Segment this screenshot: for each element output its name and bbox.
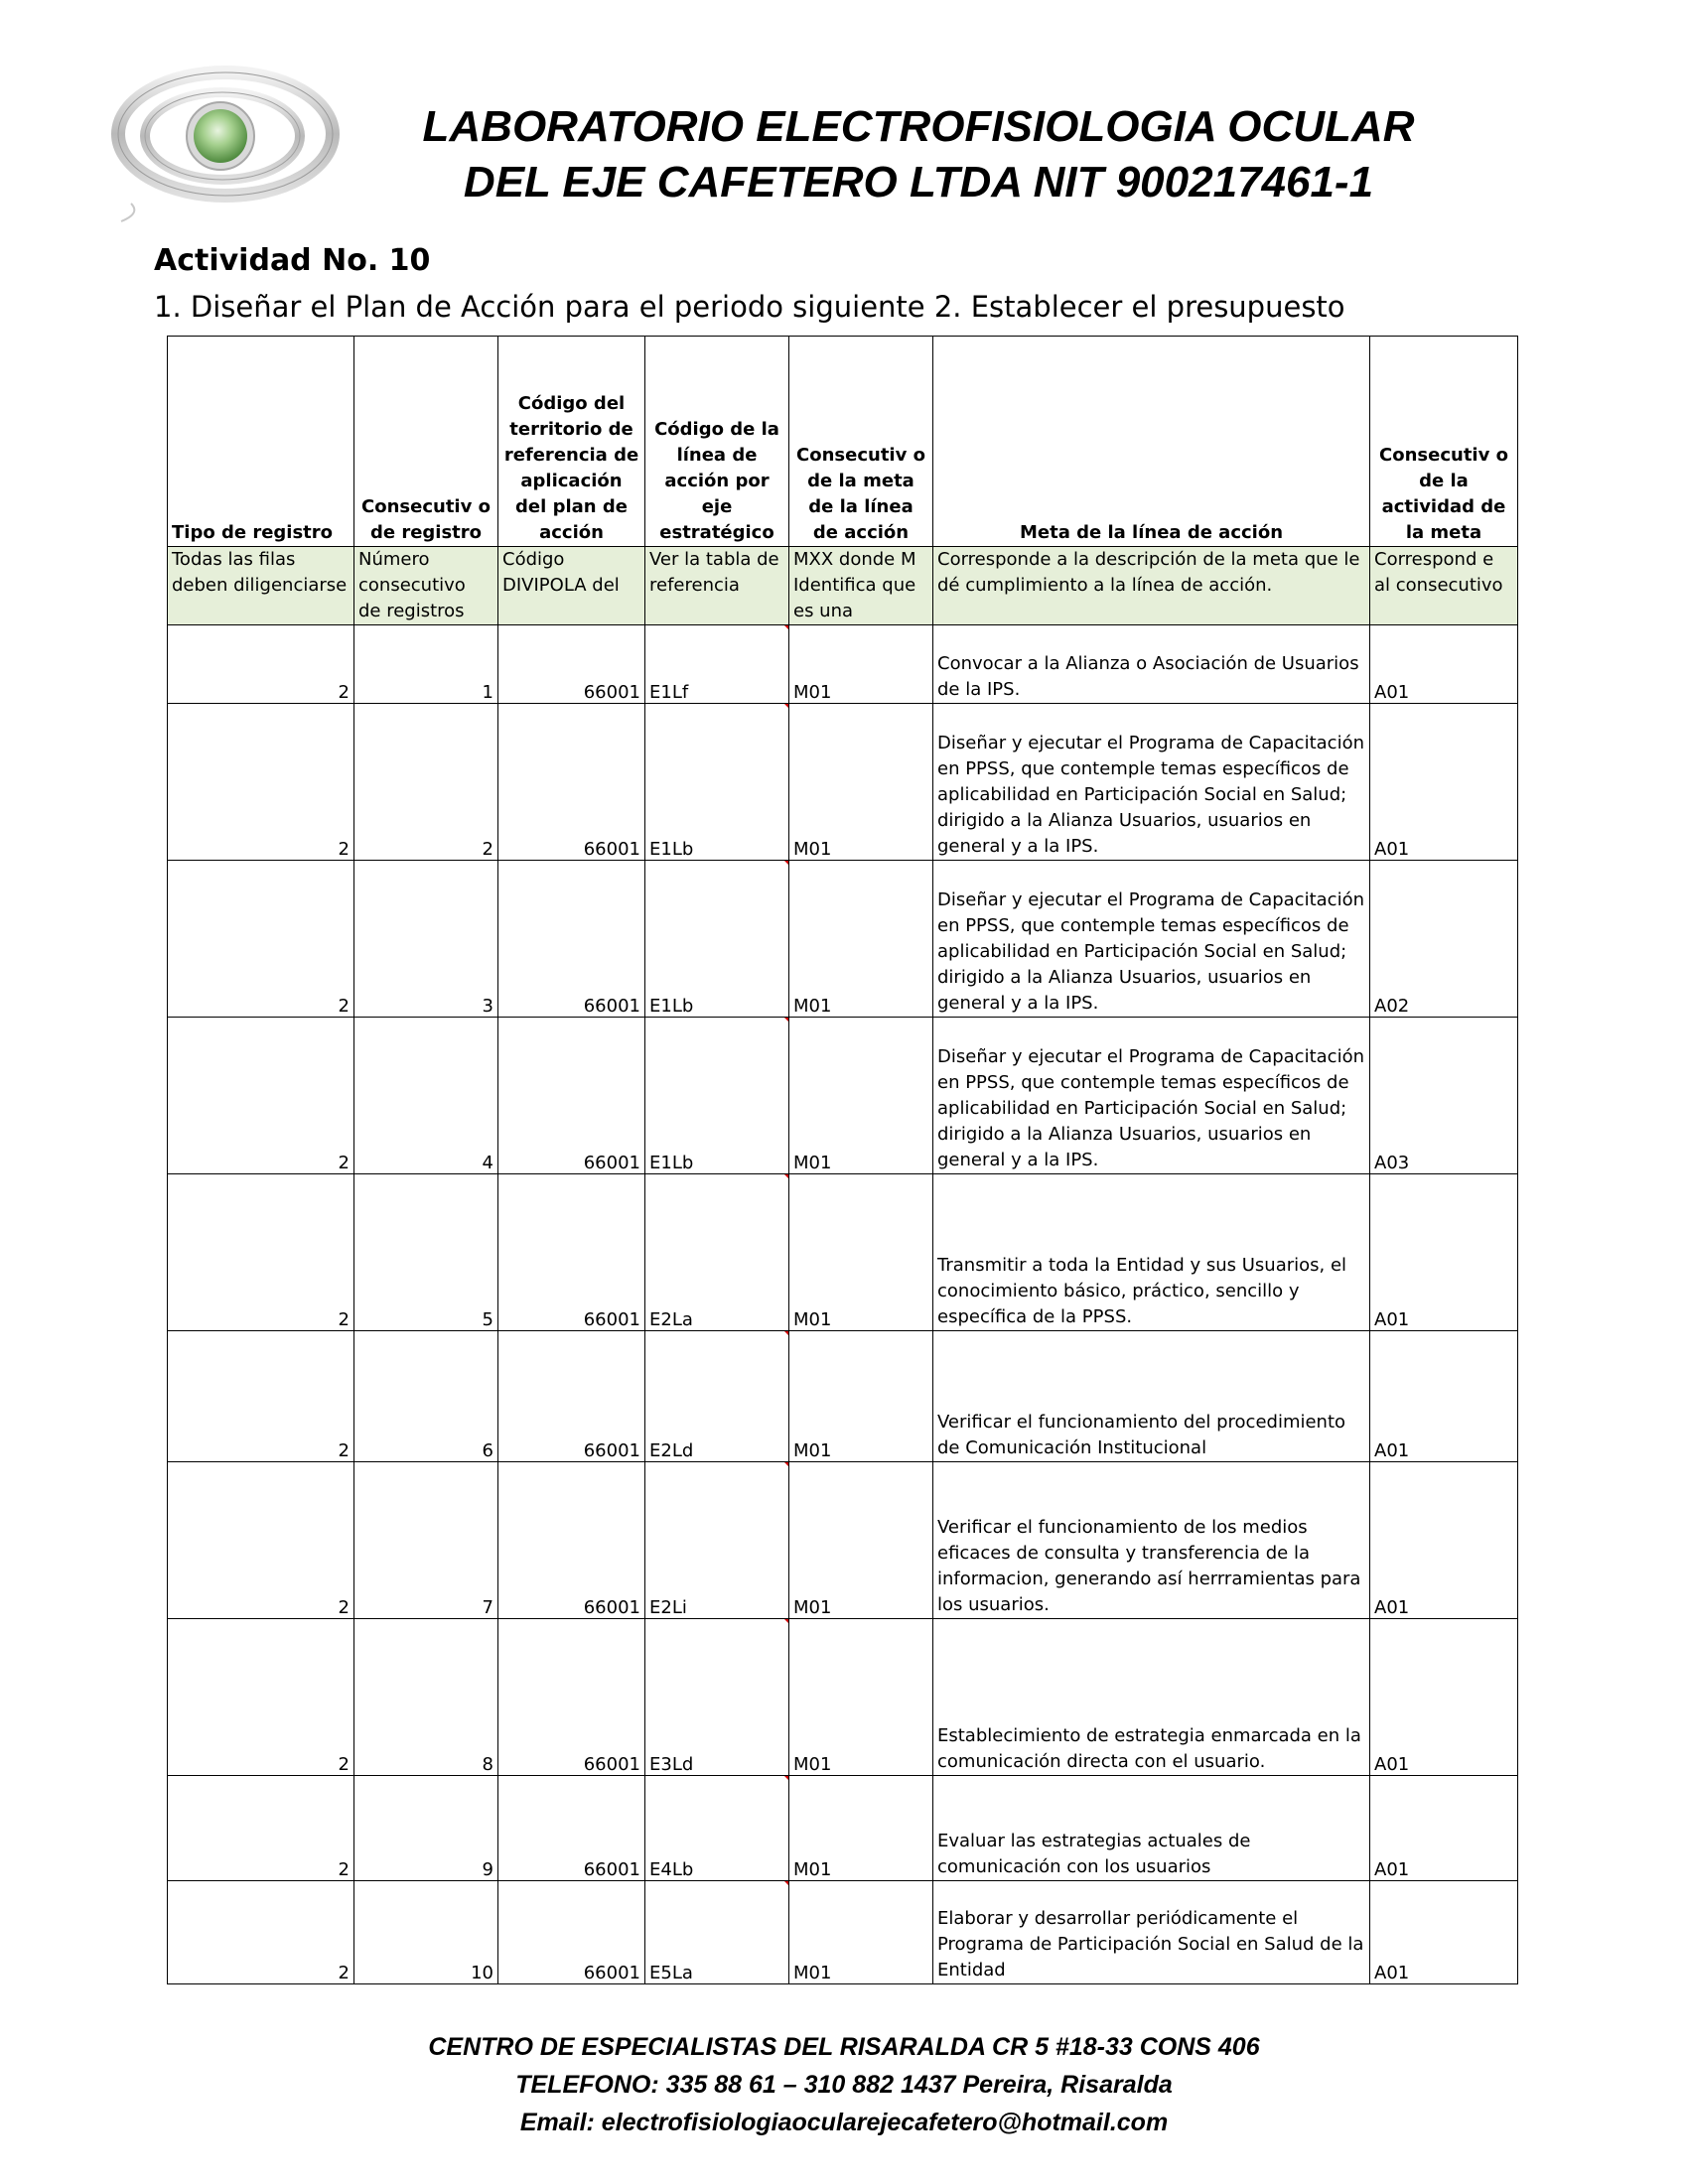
cell-consecutivo: 4 xyxy=(354,1018,498,1174)
cell-tipo: 2 xyxy=(168,1018,354,1174)
cell-meta-id: M01 xyxy=(789,1174,933,1331)
action-plan-table xyxy=(167,336,1518,1984)
comment-marker-icon xyxy=(782,704,789,711)
cell-meta-id: M01 xyxy=(789,1776,933,1881)
desc-consecutivo-meta: MXX donde M Identifica que es una xyxy=(789,547,933,625)
cell-actividad: A01 xyxy=(1370,625,1518,704)
cell-meta: Convocar a la Alianza o Asociación de Usuarios de la IPS. xyxy=(933,625,1370,704)
table-row xyxy=(168,1881,1518,1984)
cell-linea xyxy=(645,861,789,1018)
cell-meta: Diseñar y ejecutar el Programa de Capacitación en PPSS, que contemple temas específicos de aplicabilidad en Participación Social en Salud; dirigido a la Alianza Usuarios, usuarios en general y a la IPS. xyxy=(933,704,1370,861)
footer-address: CENTRO DE ESPECIALISTAS DEL RISARALDA CR 5 #18-33 CONS 406 xyxy=(428,2033,1260,2061)
cell-linea xyxy=(645,1776,789,1881)
comment-marker-icon xyxy=(782,861,789,868)
cell-linea xyxy=(645,1018,789,1174)
cell-codigo: 66001 xyxy=(498,1881,645,1984)
footer-email: Email: electrofisiologiaocularejecafetero@hotmail.com xyxy=(519,2109,1169,2136)
cell-meta: Transmitir a toda la Entidad y sus Usuarios, el conocimiento básico, práctico, sencillo y específica de la PPSS. xyxy=(933,1174,1370,1331)
cell-codigo: 66001 xyxy=(498,1331,645,1462)
table-row xyxy=(168,704,1518,861)
comment-marker-icon xyxy=(782,1881,789,1888)
header-consecutivo-actividad: Consecutiv o de la actividad de la meta xyxy=(1370,337,1518,547)
cell-actividad: A01 xyxy=(1370,1174,1518,1331)
cell-linea-text: E1Lb xyxy=(649,1153,694,1173)
cell-meta: Verificar el funcionamiento de los medios eficaces de consulta y transferencia de la informacion, generando así herrramientas para los usuarios. xyxy=(933,1462,1370,1619)
header-consecutivo-registro: Consecutiv o de registro xyxy=(354,337,498,547)
cell-consecutivo: 10 xyxy=(354,1881,498,1984)
comment-marker-icon xyxy=(782,1331,789,1338)
desc-consecutivo-actividad: Correspond e al consecutivo xyxy=(1370,547,1518,625)
cell-linea xyxy=(645,1881,789,1984)
table-row xyxy=(168,861,1518,1018)
cell-actividad: A01 xyxy=(1370,1776,1518,1881)
cell-meta-id: M01 xyxy=(789,861,933,1018)
cell-codigo: 66001 xyxy=(498,1776,645,1881)
cell-linea xyxy=(645,1462,789,1619)
footer-phone: TELEFONO: 335 88 61 – 310 882 1437 Pereira, Risaralda xyxy=(515,2071,1173,2099)
desc-tipo: Todas las filas deben diligenciarse xyxy=(168,547,354,625)
comment-marker-icon xyxy=(782,1174,789,1181)
cell-tipo: 2 xyxy=(168,704,354,861)
cell-actividad: A01 xyxy=(1370,704,1518,861)
page-footer xyxy=(0,2028,1688,2141)
comment-marker-icon xyxy=(782,625,789,632)
cell-meta-id: M01 xyxy=(789,704,933,861)
cell-tipo: 2 xyxy=(168,625,354,704)
cell-meta: Diseñar y ejecutar el Programa de Capacitación en PPSS, que contemple temas específicos de aplicabilidad en Participación Social en Salud; dirigido a la Alianza Usuarios, usuarios en general y a la IPS. xyxy=(933,861,1370,1018)
activity-objectives: 1. Diseñar el Plan de Acción para el periodo siguiente 2. Establecer el presupuesto xyxy=(154,290,1345,324)
cell-linea-text: E2La xyxy=(649,1309,693,1330)
comment-marker-icon xyxy=(782,1462,789,1469)
table-header-row xyxy=(168,337,1518,547)
header-consecutivo-meta: Consecutiv o de la meta de la línea de acción xyxy=(789,337,933,547)
title-line-2: DEL EJE CAFETERO LTDA NIT 900217461-1 xyxy=(463,158,1374,206)
cell-linea-text: E1Lf xyxy=(649,682,689,703)
cell-tipo: 2 xyxy=(168,861,354,1018)
cell-meta: Establecimiento de estrategia enmarcada en la comunicación directa con el usuario. xyxy=(933,1619,1370,1776)
cell-consecutivo: 1 xyxy=(354,625,498,704)
cell-linea-text: E1Lb xyxy=(649,839,694,860)
cell-meta-id: M01 xyxy=(789,1881,933,1984)
cell-actividad: A01 xyxy=(1370,1462,1518,1619)
cell-meta: Evaluar las estrategias actuales de comunicación con los usuarios xyxy=(933,1776,1370,1881)
cell-linea-text: E1Lb xyxy=(649,996,694,1017)
cell-actividad: A01 xyxy=(1370,1881,1518,1984)
cell-consecutivo: 2 xyxy=(354,704,498,861)
cell-meta-id: M01 xyxy=(789,1331,933,1462)
table-row xyxy=(168,1776,1518,1881)
cell-linea-text: E3Ld xyxy=(649,1754,694,1775)
cell-codigo: 66001 xyxy=(498,1462,645,1619)
table-row xyxy=(168,1462,1518,1619)
cell-codigo: 66001 xyxy=(498,704,645,861)
cell-actividad: A03 xyxy=(1370,1018,1518,1174)
cell-actividad: A02 xyxy=(1370,861,1518,1018)
cell-linea-text: E2Li xyxy=(649,1597,687,1618)
desc-codigo-linea: Ver la tabla de referencia xyxy=(645,547,789,625)
cell-consecutivo: 8 xyxy=(354,1619,498,1776)
table-description-row xyxy=(168,547,1518,625)
cell-meta: Verificar el funcionamiento del procedimiento de Comunicación Institucional xyxy=(933,1331,1370,1462)
title-line-1: LABORATORIO ELECTROFISIOLOGIA OCULAR xyxy=(422,102,1415,151)
cell-tipo: 2 xyxy=(168,1776,354,1881)
cell-tipo: 2 xyxy=(168,1881,354,1984)
cell-linea xyxy=(645,1619,789,1776)
cell-tipo: 2 xyxy=(168,1174,354,1331)
cell-consecutivo: 6 xyxy=(354,1331,498,1462)
cell-meta-id: M01 xyxy=(789,1619,933,1776)
cell-consecutivo: 5 xyxy=(354,1174,498,1331)
comment-marker-icon xyxy=(782,1619,789,1626)
cell-meta-id: M01 xyxy=(789,625,933,704)
desc-codigo-territorio: Código DIVIPOLA del xyxy=(498,547,645,625)
page-title xyxy=(298,99,1539,210)
table-row xyxy=(168,1018,1518,1174)
cell-linea xyxy=(645,625,789,704)
cell-tipo: 2 xyxy=(168,1462,354,1619)
cell-linea-text: E5La xyxy=(649,1963,693,1983)
cell-consecutivo: 9 xyxy=(354,1776,498,1881)
cell-codigo: 66001 xyxy=(498,861,645,1018)
cell-codigo: 66001 xyxy=(498,1619,645,1776)
desc-meta: Corresponde a la descripción de la meta que le dé cumplimiento a la línea de acción. xyxy=(933,547,1370,625)
cell-linea xyxy=(645,1174,789,1331)
cell-tipo: 2 xyxy=(168,1331,354,1462)
header-codigo-territorio: Código del territorio de referencia de aplicación del plan de acción xyxy=(498,337,645,547)
cell-meta: Elaborar y desarrollar periódicamente el Programa de Participación Social en Salud de la Entidad xyxy=(933,1881,1370,1984)
table-row xyxy=(168,625,1518,704)
cell-linea-text: E2Ld xyxy=(649,1440,694,1461)
cell-actividad: A01 xyxy=(1370,1619,1518,1776)
table-row xyxy=(168,1174,1518,1331)
desc-consecutivo: Número consecutivo de registros xyxy=(354,547,498,625)
activity-heading: Actividad No. 10 xyxy=(154,243,431,278)
header-codigo-linea: Código de la línea de acción por eje estratégico xyxy=(645,337,789,547)
comment-marker-icon xyxy=(782,1018,789,1024)
cell-linea xyxy=(645,704,789,861)
cell-actividad: A01 xyxy=(1370,1331,1518,1462)
cell-codigo: 66001 xyxy=(498,1174,645,1331)
cell-codigo: 66001 xyxy=(498,625,645,704)
cell-consecutivo: 3 xyxy=(354,861,498,1018)
cell-linea xyxy=(645,1331,789,1462)
cell-meta: Diseñar y ejecutar el Programa de Capacitación en PPSS, que contemple temas específicos de aplicabilidad en Participación Social en Salud; dirigido a la Alianza Usuarios, usuarios en general y a la IPS. xyxy=(933,1018,1370,1174)
cell-codigo: 66001 xyxy=(498,1018,645,1174)
cell-meta-id: M01 xyxy=(789,1018,933,1174)
header-meta: Meta de la línea de acción xyxy=(933,337,1370,547)
header-tipo-registro: Tipo de registro xyxy=(168,337,354,547)
cell-linea-text: E4Lb xyxy=(649,1859,694,1880)
cell-consecutivo: 7 xyxy=(354,1462,498,1619)
table-row xyxy=(168,1619,1518,1776)
cell-tipo: 2 xyxy=(168,1619,354,1776)
cell-meta-id: M01 xyxy=(789,1462,933,1619)
table-row xyxy=(168,1331,1518,1462)
comment-marker-icon xyxy=(782,1776,789,1783)
